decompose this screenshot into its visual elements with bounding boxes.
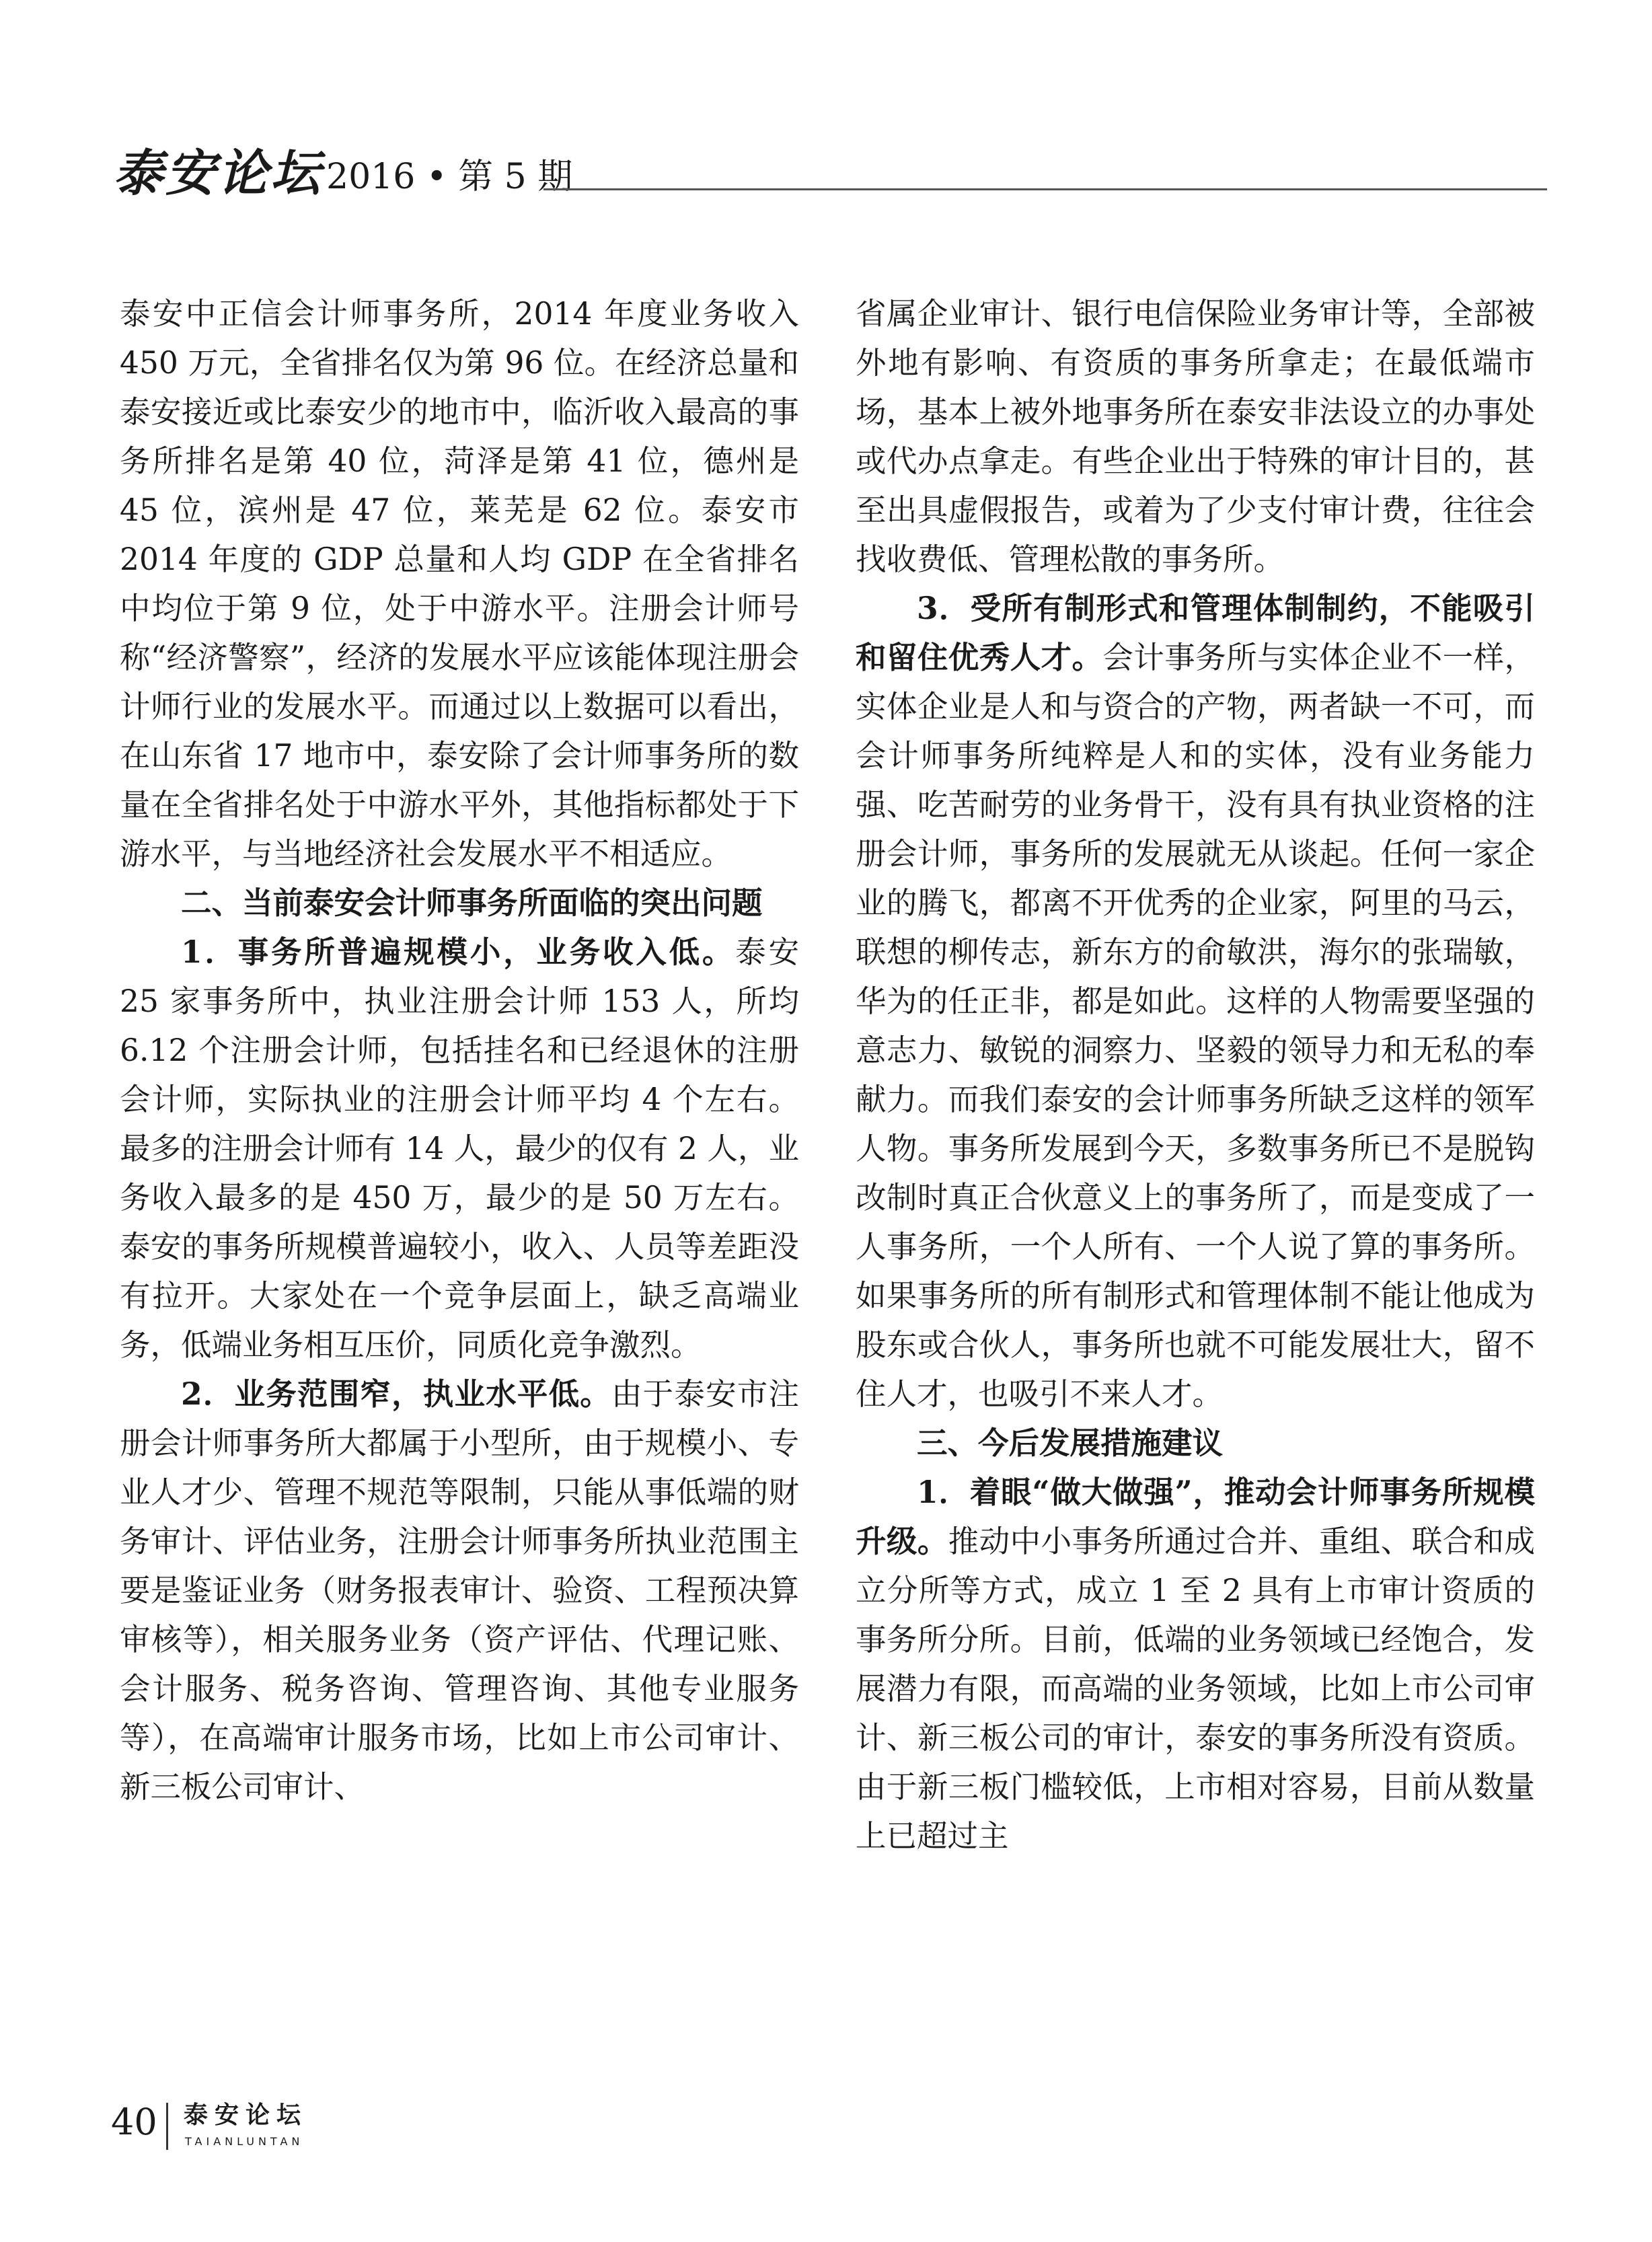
paragraph bbox=[856, 584, 1535, 1419]
section-heading: 三、今后发展措施建议 bbox=[917, 1425, 1224, 1461]
paragraph-text: 泰安 25 家事务所中，执业注册会计师 153 人，所均 6.12 个注册会计师，包括挂名和已经退休的注册会计师，实际执业的注册会计师平均 4 个左右。最多的注册会计师有 14 人，最少的仅有 2 人，业务收入最多的是 450 万，最少的是 50 万左右。泰安的事务所规模普遍较小，收入、人员等差距没有拉开。大家处在一个竞争层面上，缺乏高端业务，低端业务相互压价，同质化竞争激烈。 bbox=[120, 934, 799, 1363]
section-heading: 二、当前泰安会计师事务所面临的突出问题 bbox=[181, 885, 763, 921]
footer-divider bbox=[166, 2103, 168, 2150]
page-header bbox=[108, 147, 1547, 200]
subheading: 1．事务所普遍规模小，业务收入低。 bbox=[181, 934, 736, 970]
page-number: 40 bbox=[111, 2101, 157, 2143]
footer-journal-name: 泰安论坛 bbox=[184, 2101, 308, 2129]
paragraph-text: 推动中小事务所通过合并、重组、联合和成立分所等方式，成立 1 至 2 具有上市审计资质的事务所分所。目前，低端的业务领域已经饱合，发展潜力有限，而高端的业务领域，比如上市公司审计、新三板公司的审计，泰安的事务所没有资质。由于新三板门槛较低，上市相对容易，目前从数量上已超过主 bbox=[856, 1524, 1535, 1854]
subheading: 2．业务范围窄，执业水平低。 bbox=[181, 1376, 611, 1412]
left-column bbox=[120, 289, 799, 1811]
paragraph bbox=[856, 1468, 1535, 1861]
paragraph: 泰安中正信会计师事务所，2014 年度业务收入 450 万元，全省排名仅为第 96 位。在经济总量和泰安接近或比泰安少的地市中，临沂收入最高的事务所排名是第 40 位，菏泽是第 41 位，德州是 45 位，滨州是 47 位，莱芜是 62 位。泰安市 2014 年度的 GDP 总量和人均 GDP 在全省排名中均位于第 9 位，处于中游水平。注册会计师号称“经济警察”，经济的发展水平应该能体现注册会计师行业的发展水平。而通过以上数据可以看出，在山东省 17 地市中，泰安除了会计师事务所的数量在全省排名处于中游水平外，其他指标都处于下游水平，与当地经济社会发展水平不相适应。 bbox=[120, 296, 799, 872]
paragraph: 省属企业审计、银行电信保险业务审计等，全部被外地有影响、有资质的事务所拿走；在最低端市场，基本上被外地事务所在泰安非法设立的办事处或代办点拿走。有些企业出于特殊的审计目的，甚至出具虚假报告，或着为了少支付审计费，往往会找收费低、管理松散的事务所。 bbox=[856, 296, 1535, 577]
right-column bbox=[856, 289, 1535, 1861]
issue-label: 2016 • 第 5 期 bbox=[326, 157, 573, 197]
paragraph-text: 由于泰安市注册会计师事务所大都属于小型所，由于规模小、专业人才少、管理不规范等限制，只能从事低端的财务审计、评估业务，注册会计师事务所执业范围主要是鉴证业务（财务报表审计、验资、工程预决算审核等），相关服务业务（资产评估、代理记账、会计服务、税务咨询、管理咨询、其他专业服务等），在高端审计服务市场，比如上市公司审计、新三板公司审计、 bbox=[120, 1376, 799, 1805]
subheading: 3．受所有制形式和管理体制制约，不能吸引和留住优秀人才。 bbox=[856, 590, 1535, 675]
journal-logo: 泰安论坛 bbox=[113, 145, 323, 202]
paragraph bbox=[120, 928, 799, 1370]
subheading: 1．着眼“做大做强”，推动会计师事务所规模升级。 bbox=[856, 1474, 1535, 1559]
header-rule bbox=[543, 188, 1547, 190]
footer-pinyin: TAIANLUNTAN bbox=[185, 2135, 304, 2148]
paragraph-text: 会计事务所与实体企业不一样，实体企业是人和与资合的产物，两者缺一不可，而会计师事务所纯粹是人和的实体，没有业务能力强、吃苦耐劳的业务骨干，没有具有执业资格的注册会计师，事务所的发展就无从谈起。任何一家企业的腾飞，都离不开优秀的企业家，阿里的马云，联想的柳传志，新东方的俞敏洪，海尔的张瑞敏，华为的任正非，都是如此。这样的人物需要坚强的意志力、敏锐的洞察力、坚毅的领导力和无私的奉献力。而我们泰安的会计师事务所缺乏这样的领军人物。事务所发展到今天，多数事务所已不是脱钩改制时真正合伙意义上的事务所了，而是变成了一人事务所，一个人所有、一个人说了算的事务所。如果事务所的所有制形式和管理体制不能让他成为股东或合伙人，事务所也就不可能发展壮大，留不住人才，也吸引不来人才。 bbox=[856, 640, 1535, 1412]
paragraph bbox=[120, 1370, 799, 1811]
